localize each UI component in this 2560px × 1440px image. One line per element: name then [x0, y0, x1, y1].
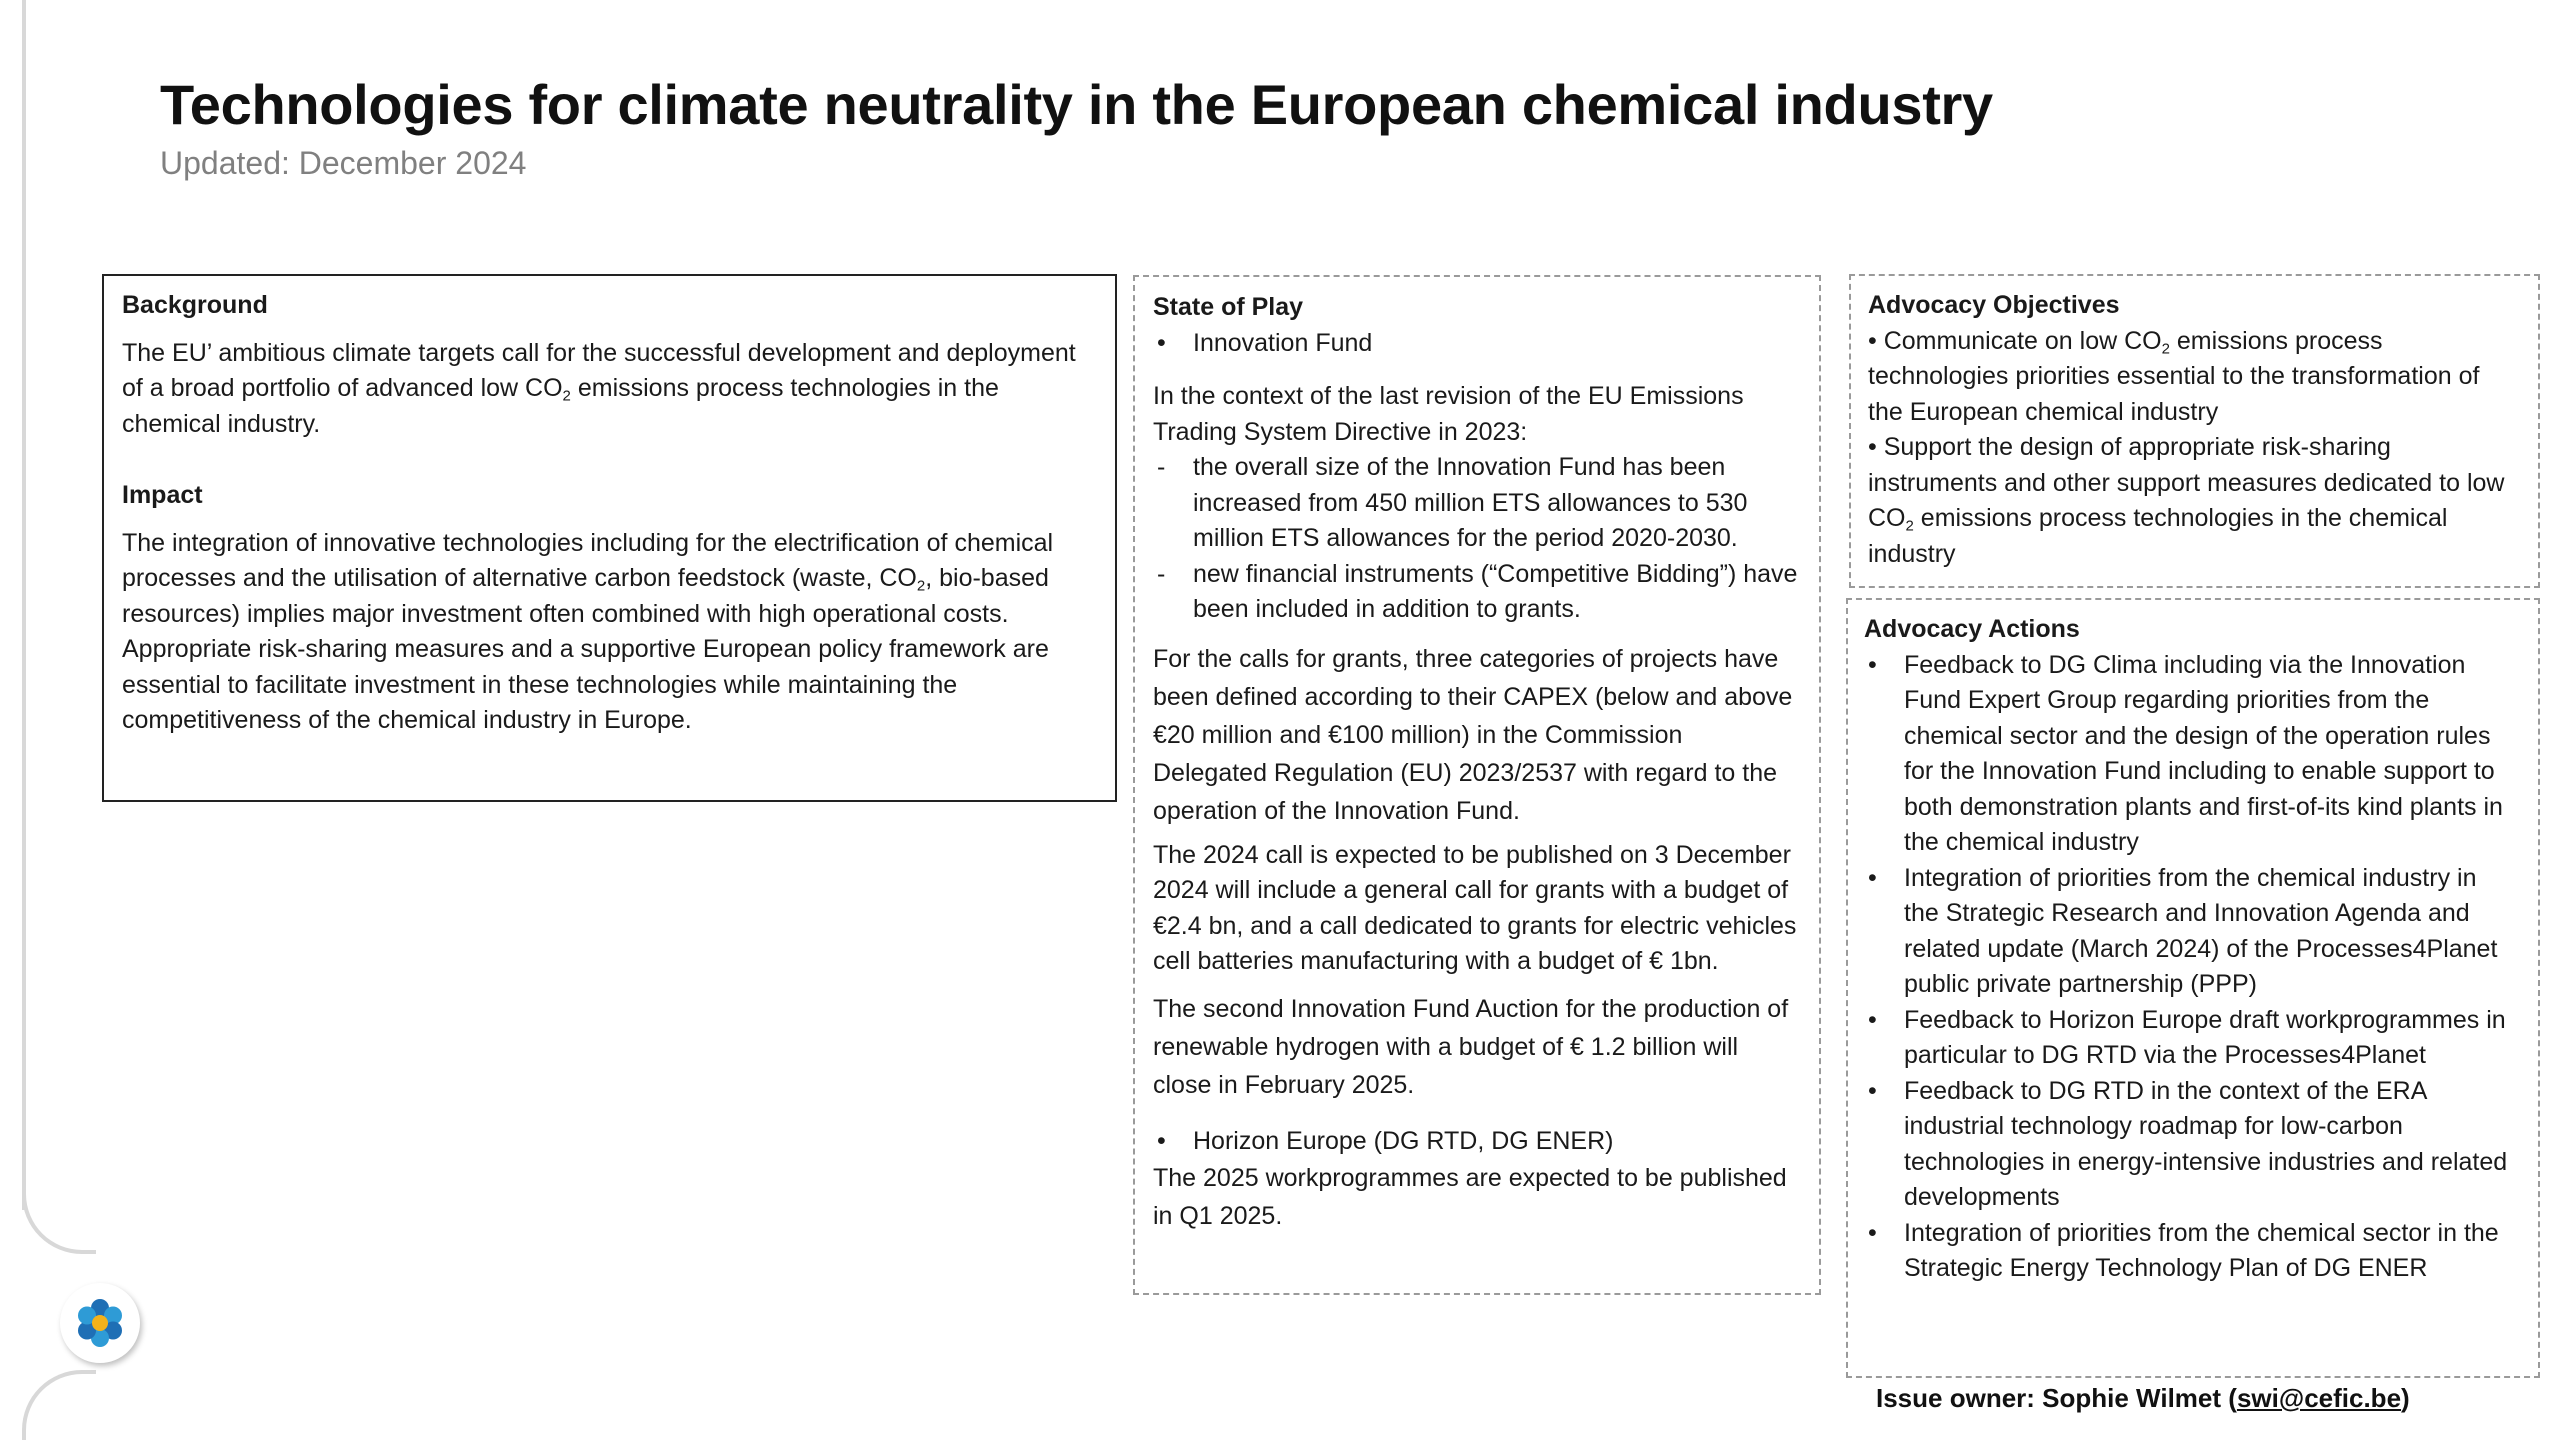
- advocacy-actions-box: [1846, 598, 2540, 1378]
- bullet-dot: •: [1868, 1005, 1877, 1034]
- action-item: • Integration of priorities from the chemical sector in the Strategic Energy Technology Plan of DG ENER: [1864, 1216, 2518, 1287]
- hydrogen-auction-text: The second Innovation Fund Auction for the production of renewable hydrogen with a budget of € 1.2 billion will close in February 2025.: [1153, 994, 1789, 1099]
- page-subtitle: Updated: December 2024: [160, 145, 527, 181]
- action-item: • Feedback to Horizon Europe draft workprogrammes in particular to DG RTD via the Processes4Planet: [1864, 1003, 2518, 1074]
- bullet-horizon-europe: • Horizon Europe (DG RTD, DG ENER): [1153, 1124, 1799, 1160]
- bullet-dot: •: [1868, 863, 1877, 892]
- bullet-dot: •: [1157, 1126, 1166, 1155]
- cefic-flower-logo-icon: [71, 1294, 129, 1352]
- background-text: The EU’ ambitious climate targets call for the successful development and deployment of a broad portfolio of advanced low $CO_2$ emissions process technologies in the chemical industry.: [122, 338, 1076, 438]
- left-rail: [22, 0, 26, 1210]
- advocacy-actions-heading: Advocacy Actions: [1864, 615, 2080, 643]
- horizon-workprogrammes-text: The 2025 workprogrammes are expected to be published in Q1 2025.: [1153, 1164, 1787, 1230]
- bullet-dot: •: [1868, 650, 1877, 679]
- impact-heading: Impact: [122, 481, 203, 509]
- left-rail-curve-top: [22, 1175, 96, 1254]
- bullet-dot: •: [1868, 1218, 1877, 1247]
- action-item: • Feedback to DG Clima including via the Innovation Fund Expert Group regarding priorities from the chemical sector and the design of the operation rules for the Innovation Fund including to enable support to both demonstration plants and first-of-its kind plants in the chemical industry: [1864, 648, 2518, 861]
- grants-categories-text: For the calls for grants, three categories of projects have been defined according to their CAPEX (below and above €20 million and €100 million) in the Commission Delegated Regulation (EU) 2023/2537 with regard to the operation of the Innovation Fund.: [1153, 644, 1793, 825]
- background-impact-box: [102, 274, 1117, 802]
- objective-item: • Communicate on low $CO_2$ emissions process technologies priorities essential to the transformation of the European chemical industry: [1868, 326, 2480, 426]
- bullet-innovation-fund: • Innovation Fund: [1153, 326, 1799, 362]
- bullet-dot: •: [1868, 1076, 1877, 1105]
- issue-owner: Issue owner: Sophie Wilmet (swi@cefic.be): [1876, 1383, 2410, 1413]
- dash-mark: -: [1157, 559, 1166, 588]
- ets-intro: In the context of the last revision of the EU Emissions Trading System Directive in 2023:: [1153, 382, 1744, 446]
- impact-text: The integration of innovative technologies including for the electrification of chemical processes and the utilisation of alternative carbon feedstock (waste, $CO_2$, bio-based resources) implies major investment often combined with high operational costs. Appropriate risk-sharing measures and a supportive European policy framework are essential to facilitate investment in these technologies while maintaining the competitiveness of the chemical industry in Europe.: [122, 528, 1054, 734]
- background-heading: Background: [122, 291, 268, 319]
- dash-mark: -: [1157, 453, 1166, 481]
- call-2024-text: The 2024 call is expected to be published on 3 December 2024 will include a general call for grants with a budget of €2.4 bn, and a call dedicated to grants for electric vehicles cell batteries manufacturing with a budget of € 1bn.: [1153, 840, 1797, 975]
- left-rail-curve-bottom: [22, 1370, 96, 1440]
- dash-item: - new financial instruments (“Competitive Bidding”) have been included in addition to grants.: [1153, 557, 1799, 628]
- cefic-logo: [60, 1283, 140, 1363]
- objective-item: • Support the design of appropriate risk-sharing instruments and other support measures dedicated to low $CO_2$ emissions process technologies in the chemical industry: [1868, 433, 2505, 568]
- page-title: Technologies for climate neutrality in the European chemical industry: [160, 73, 1993, 136]
- issue-owner-email-link[interactable]: swi@cefic.be: [2236, 1383, 2402, 1413]
- bullet-dot: •: [1157, 328, 1166, 357]
- state-of-play-box: [1133, 275, 1821, 1295]
- dash-item: - the overall size of the Innovation Fund has been increased from 450 million ETS allowances to 530 million ETS allowances for the period 2020-2030.: [1153, 450, 1799, 557]
- action-item: • Integration of priorities from the chemical industry in the Strategic Research and Innovation Agenda and related update (March 2024) of the Processes4Planet public private partnership (PPP): [1864, 861, 2518, 1003]
- advocacy-objectives-heading: Advocacy Objectives: [1868, 291, 2120, 319]
- state-of-play-heading: State of Play: [1153, 293, 1304, 321]
- action-item: • Feedback to DG RTD in the context of the ERA industrial technology roadmap for low-carbon technologies in energy-intensive industries and related developments: [1864, 1074, 2518, 1216]
- advocacy-objectives-box: [1849, 274, 2540, 588]
